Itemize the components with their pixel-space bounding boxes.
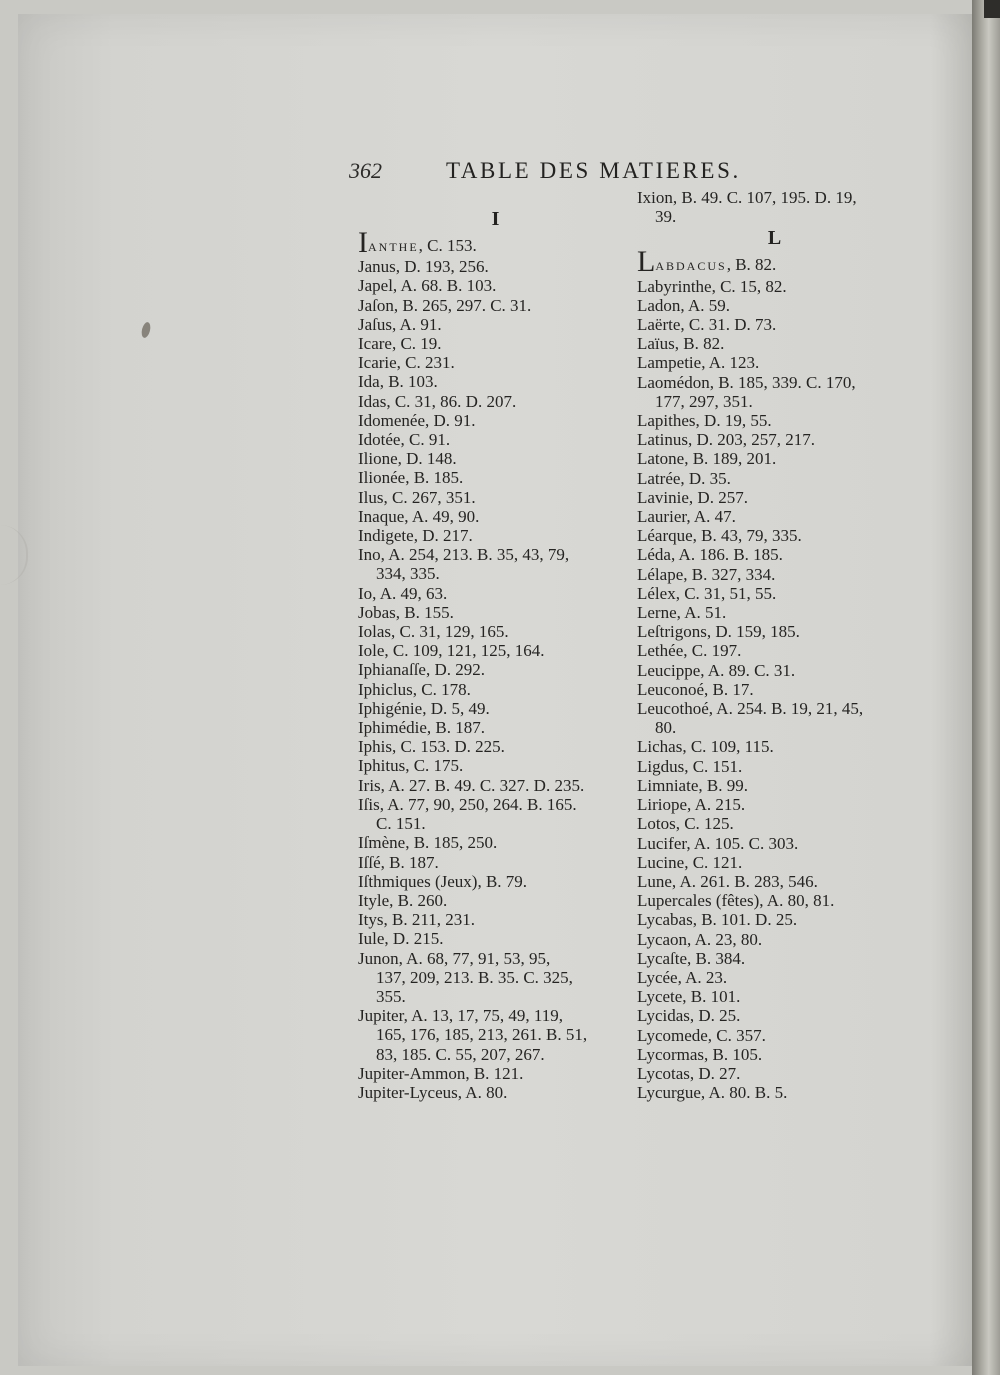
- index-entry: Ino, A. 254, 213. B. 35, 43, 79,: [358, 545, 570, 565]
- page-header: [349, 158, 809, 188]
- index-entry: Iphiclus, C. 178.: [358, 679, 471, 699]
- index-entry: Iphianaſſe, D. 292.: [358, 660, 485, 680]
- index-entry: Lucine, C. 121.: [637, 852, 743, 872]
- index-entry-first: [637, 245, 912, 279]
- index-entry: Limniate, B. 99.: [637, 775, 748, 795]
- index-entry: Latrée, D. 35.: [637, 468, 731, 488]
- index-entry: Iphigénie, D. 5, 49.: [358, 698, 490, 718]
- index-entry: Jaſus, A. 91.: [358, 314, 442, 334]
- section-letter-i: I: [491, 208, 500, 230]
- index-column-right: [637, 188, 912, 1102]
- index-entry-continuation: 39.: [655, 207, 677, 227]
- index-entry: Laurier, A. 47.: [637, 507, 736, 527]
- index-entry: Laïus, B. 82.: [637, 334, 725, 354]
- index-entry: Janus, D. 193, 256.: [358, 257, 489, 277]
- index-entry: Lotos, C. 125.: [637, 814, 734, 834]
- index-entry: Jupiter, A. 13, 17, 75, 49, 119,: [358, 1006, 564, 1026]
- index-entry-continuation: 177, 297, 351.: [655, 391, 753, 411]
- index-entry: Inaque, A. 49, 90.: [358, 506, 480, 526]
- entry-tail: , C. 153.: [418, 236, 477, 255]
- index-entry: Iphitus, C. 175.: [358, 756, 464, 776]
- index-entry: Jobas, B. 155.: [358, 602, 454, 622]
- index-entry: Ligdus, C. 151.: [637, 756, 743, 776]
- entry-tail: , B. 82.: [726, 255, 777, 275]
- index-entry: Lavinie, D. 257.: [637, 487, 748, 507]
- index-entry: Iſſé, B. 187.: [358, 852, 439, 872]
- index-entry: Lycurgue, A. 80. B. 5.: [637, 1083, 788, 1103]
- index-entry: Ilione, D. 148.: [358, 449, 457, 469]
- index-entries-right: [637, 277, 912, 1103]
- index-entry: Ilus, C. 267, 351.: [358, 487, 476, 507]
- index-entry: Lampetie, A. 123.: [637, 353, 760, 373]
- index-entry: Idotée, C. 91.: [358, 430, 451, 450]
- index-entry: Indigete, D. 217.: [358, 526, 473, 546]
- index-entry: Leſtrigons, D. 159, 185.: [637, 622, 800, 642]
- index-entry: Iſmène, B. 185, 250.: [358, 833, 498, 853]
- index-entry-continuation: C. 151.: [376, 814, 426, 834]
- page-number: 362: [349, 158, 382, 183]
- index-entries-left: [358, 257, 633, 1102]
- drop-cap-l: L: [637, 245, 656, 279]
- index-entry: Lichas, C. 109, 115.: [637, 737, 774, 757]
- entry-smallcaps: ANTHE: [368, 240, 419, 254]
- index-entry: Lune, A. 261. B. 283, 546.: [637, 871, 818, 891]
- drop-cap-i: I: [358, 226, 368, 259]
- index-entry: Lycormas, B. 105.: [637, 1044, 763, 1064]
- index-entry: Lycaſte, B. 384.: [637, 948, 746, 968]
- book-gutter: [972, 0, 1000, 1375]
- index-entry-continuation: 165, 176, 185, 213, 261. B. 51,: [376, 1025, 588, 1045]
- index-entry: Iſis, A. 77, 90, 250, 264. B. 165.: [358, 794, 577, 814]
- index-entry: Lycomede, C. 357.: [637, 1025, 766, 1045]
- index-entry: Itys, B. 211, 231.: [358, 910, 475, 930]
- index-entry: Ilionée, B. 185.: [358, 468, 464, 488]
- index-entry: Iole, C. 109, 121, 125, 164.: [358, 641, 545, 661]
- index-entry: Labyrinthe, C. 15, 82.: [637, 276, 787, 296]
- index-entry: Iphis, C. 153. D. 225.: [358, 737, 505, 757]
- index-entry: Latone, B. 189, 201.: [637, 449, 777, 469]
- index-entry: Jaſon, B. 265, 297. C. 31.: [358, 295, 532, 315]
- index-entry: Icarie, C. 231.: [358, 353, 455, 373]
- index-entry: Latinus, D. 203, 257, 217.: [637, 430, 816, 450]
- index-entry: Léarque, B. 43, 79, 335.: [637, 526, 802, 546]
- index-entry: Ida, B. 103.: [358, 372, 438, 392]
- index-entry: Liriope, A. 215.: [637, 795, 746, 815]
- index-entry: Iule, D. 215.: [358, 929, 444, 949]
- index-entry: Lerne, A. 51.: [637, 603, 727, 623]
- index-entry: Lélape, B. 327, 334.: [637, 564, 776, 584]
- index-entry-continuation: 334, 335.: [376, 564, 440, 584]
- index-entry-continuation: 355.: [376, 986, 406, 1006]
- index-entry: Ladon, A. 59.: [637, 295, 731, 315]
- index-entry: Jupiter-Ammon, B. 121.: [358, 1063, 524, 1083]
- running-title: TABLE DES MATIERES.: [446, 158, 741, 183]
- index-entry: Junon, A. 68, 77, 91, 53, 95,: [358, 948, 551, 968]
- index-entry: Lycidas, D. 25.: [637, 1006, 741, 1026]
- index-entry: Iphimédie, B. 187.: [358, 718, 486, 738]
- index-entry: Iolas, C. 31, 129, 165.: [358, 622, 509, 642]
- index-entry-continuation: 80.: [655, 718, 677, 738]
- index-entry: Japel, A. 68. B. 103.: [358, 276, 497, 296]
- index-entry: Idomenée, D. 91.: [358, 410, 476, 430]
- index-entry: Ityle, B. 260.: [358, 890, 448, 910]
- index-entry: Jupiter-Lyceus, A. 80.: [358, 1082, 508, 1102]
- index-column-left: [358, 207, 633, 1102]
- index-entry: Lycotas, D. 27.: [637, 1063, 741, 1083]
- index-entry-continuation: 83, 185. C. 55, 207, 267.: [376, 1044, 545, 1064]
- section-letter-l: L: [767, 227, 782, 250]
- index-entry: Laomédon, B. 185, 339. C. 170,: [637, 372, 856, 392]
- index-entry: Leucothoé, A. 254. B. 19, 21, 45,: [637, 699, 864, 719]
- spine-mark: [984, 0, 1000, 18]
- carry-over-entries: [637, 188, 912, 226]
- index-entry: Lycabas, B. 101. D. 25.: [637, 910, 798, 930]
- index-entry: Lycete, B. 101.: [637, 987, 741, 1007]
- index-entry: Lupercales (fêtes), A. 80, 81.: [637, 891, 835, 911]
- index-entry: Léda, A. 186. B. 185.: [637, 545, 783, 565]
- index-entry: Lucifer, A. 105. C. 303.: [637, 833, 799, 853]
- index-entry: Leuconoé, B. 17.: [637, 679, 754, 699]
- index-entry: Lethée, C. 197.: [637, 641, 742, 661]
- index-entry-first: [358, 226, 633, 259]
- index-entry: Ixion, B. 49. C. 107, 195. D. 19,: [637, 188, 857, 207]
- index-entry: Lycaon, A. 23, 80.: [637, 929, 763, 949]
- index-entry: Lélex, C. 31, 51, 55.: [637, 583, 777, 603]
- index-entry: Laërte, C. 31. D. 73.: [637, 315, 777, 335]
- index-entry: Idas, C. 31, 86. D. 207.: [358, 391, 517, 411]
- entry-smallcaps: ABDACUS: [655, 259, 727, 274]
- index-entry: Iris, A. 27. B. 49. C. 327. D. 235.: [358, 775, 585, 795]
- index-entry: Io, A. 49, 63.: [358, 583, 448, 603]
- index-entry-continuation: 137, 209, 213. B. 35. C. 325,: [376, 967, 573, 987]
- index-entry: Lapithes, D. 19, 55.: [637, 411, 772, 431]
- index-entry: Leucippe, A. 89. C. 31.: [637, 660, 796, 680]
- index-entry: Lycée, A. 23.: [637, 967, 728, 987]
- index-entry: Iſthmiques (Jeux), B. 79.: [358, 871, 528, 891]
- index-entry: Icare, C. 19.: [358, 334, 442, 354]
